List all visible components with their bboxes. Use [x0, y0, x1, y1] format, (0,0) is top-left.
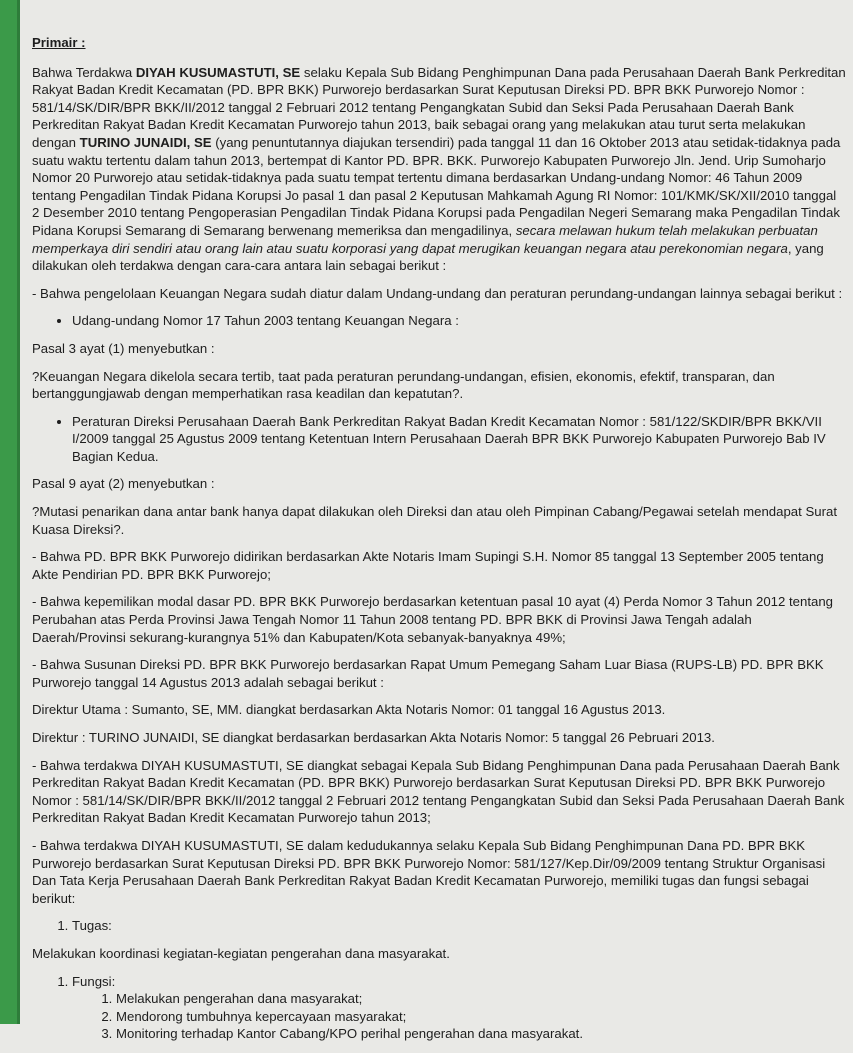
section-heading: Primair : [32, 35, 86, 50]
tugas-text: Melakukan koordinasi kegiatan-kegiatan pengerahan dana masyarakat. [32, 945, 450, 961]
bullet-item-uu-17: • Udang-undang Nomor 17 Tahun 2003 tentang Keuangan Negara : [72, 312, 846, 330]
paragraph-direktur: Direktur : TURINO JUNAIDI, SE diangkat berdasarkan berdasarkan Akta Notaris Nomor: 5 tanggal 26 Pebruari 2013. [32, 730, 715, 745]
left-green-bar [0, 0, 17, 1024]
intro-text-1: Bahwa Terdakwa [32, 64, 136, 80]
bullet-item-peraturan-direksi: • Peraturan Direksi Perusahaan Daerah Bank Perkreditan Rakyat Badan Kredit Kecamatan Nomor : 581/122/SKDIR/BPR BKK/VII I/2009 tanggal 25 Agustus 2009 tentang Ketentuan Intern Perusahaan Daerah BPR BKK Purworejo Kabupaten Purworejo Bab IV Bagian Kedua. [72, 413, 846, 466]
fungsi-list [32, 973, 846, 1043]
paragraph-pasal-9: Pasal 9 ayat (2) menyebutkan : [32, 476, 215, 492]
fungsi-subitem: 2. Mendorong tumbuhnya kepercayaan masyarakat; [116, 1008, 846, 1026]
intro-italic: secara melawan hukum telah melakukan perbuatan memperkaya diri sendiri atau orang lain atau suatu korporasi yang dapat merugikan keuangan negara atau perekonomian negara [32, 222, 818, 256]
defendant-name: DIYAH KUSUMASTUTI, SE [135, 64, 301, 80]
intro-text-2: selaku Kepala Sub Bidang Penghimpunan Dana pada Perusahaan Daerah Bank Perkreditan Rakyat Badan Kredit Kecamatan (PD. BPR BKK) Purworejo berdasarkan Surat Keputusan Direksi PD. BPR BKK Purworejo Nomor : 581/14/SK/DIR/BPR BKK/II/2012 tanggal 2 Februari 2012 tentang Pengangkatan Subid dan Seksi Pada Perusahaan Daerah Bank Perkreditan Rakyat Badan Kredit Kecamatan Purworejo tahun 2013, baik sebagai orang yang melakukan atau turut serta melakukan dengan [32, 64, 846, 150]
paragraph-akte-pendirian: - Bahwa PD. BPR BKK Purworejo didirikan berdasarkan Akte Notaris Imam Supingi S.H. Nomor 85 tanggal 13 September 2005 tentang Akte Pendirian PD. BPR BKK Purworejo; [32, 549, 824, 582]
bullet-list-1 [32, 312, 846, 330]
paragraph-tugas-fungsi: - Bahwa terdakwa DIYAH KUSUMASTUTI, SE dalam kedudukannya selaku Kepala Sub Bidang Penghimpunan Dana PD. BPR BKK Purworejo berdasarkan Surat Keputusan Direksi PD. BPR BKK Purworejo Nomor: 581/127/Kep.Dir/09/2009 tentang Struktur Organisasi Dan Tata Kerja Perusahaan Daerah Bank Perkreditan Rakyat Badan Kredit Kecamatan Purworejo, memiliki tugas dan fungsi sebagai berikut: [32, 837, 826, 906]
paragraph-modal-dasar: - Bahwa kepemilikan modal dasar PD. BPR BKK Purworejo berdasarkan ketentuan pasal 10 ayat (4) Perda Nomor 3 Tahun 2012 tentang Perubahan atas Perda Provinsi Jawa Tengah Nomor 11 Tahun 2008 tentang PD. BPR BKK di Provinsi Jawa Tengah adalah Daerah/Provinsi sekurang-kurangnya 51% dan Kabupaten/Kota sebanyak-banyaknya 49%; [32, 594, 833, 645]
paragraph-pengangkatan: - Bahwa terdakwa DIYAH KUSUMASTUTI, SE diangkat sebagai Kepala Sub Bidang Penghimpunan Dana pada Perusahaan Daerah Bank Perkreditan Rakyat Badan Kredit Kecamatan (PD. BPR BKK) Purworejo berdasarkan Surat Keputusan Direksi PD. BPR BKK Purworejo Nomor : 581/14/SK/DIR/BPR BKK/II/2012 tanggal 2 Februari 2012 tentang Pengangkatan Subid dan Seksi Pada Perusahaan Daerah Bank Perkreditan Rakyat Badan Kredit Kecamatan Purworejo tahun 2013; [32, 757, 845, 826]
bullet-list-2 [32, 413, 846, 466]
document-body [32, 34, 846, 1053]
fungsi-subitem: 3. Monitoring terhadap Kantor Cabang/KPO perihal pengerahan dana masyarakat. [116, 1025, 846, 1043]
paragraph-susunan-direksi: - Bahwa Susunan Direksi PD. BPR BKK Purworejo berdasarkan Rapat Umum Pemegang Saham Luar Biasa (RUPS-LB) PD. BPR BKK Purworejo tanggal 14 Agustus 2013 adalah sebagai berikut : [32, 657, 824, 690]
paragraph-direktur-utama: Direktur Utama : Sumanto, SE, MM. diangkat berdasarkan Akta Notaris Nomor: 01 tanggal 16 Agustus 2013. [32, 702, 666, 718]
fungsi-sublist [72, 990, 846, 1043]
fungsi-label: Fungsi: [72, 973, 116, 989]
fungsi-item [72, 973, 846, 1043]
tugas-label: 1. Tugas: [72, 917, 846, 935]
tugas-list [32, 917, 846, 935]
paragraph-pasal-3: Pasal 3 ayat (1) menyebutkan : [32, 340, 215, 356]
co-defendant-name: TURINO JUNAIDI, SE [79, 134, 212, 150]
paragraph-keuangan-negara: - Bahwa pengelolaan Keuangan Negara sudah diatur dalam Undang-undang dan peraturan perundang-undangan lainnya sebagai berikut : [32, 285, 843, 301]
quote-pasal-9: ?Mutasi penarikan dana antar bank hanya dapat dilakukan oleh Direksi dan atau oleh Pimpinan Cabang/Pegawai setelah mendapat Surat Kuasa Direksi?. [32, 504, 837, 537]
intro-text-4: , yang dilakukan oleh terdakwa dengan cara-cara antara lain sebagai berikut : [32, 240, 824, 274]
intro-paragraph [32, 64, 846, 275]
intro-text-3: (yang penuntutannya diajukan tersendiri) pada tanggal 11 dan 16 Oktober 2013 atau setidak-tidaknya pada suatu waktu tertentu dalam tahun 2013, bertempat di Kantor PD. BPR. BKK. Purworejo Kabupaten Purworejo Jln. Jend. Urip Sumoharjo Nomor 20 Purworejo atau setidak-tidaknya pada suatu tempat tertentu dimana berdasarkan Undang-undang Nomor: 46 Tahun 2009 tentang Pengadilan Tindak Pidana Korupsi Jo pasal 1 dan pasal 2 Keputusan Mahkamah Agung RI Nomor: 101/KMK/SK/XII/2010 tanggal 2 Desember 2010 tentang Pengoperasian Pengadilan Tindak Pidana Korupsi pada Pengadilan Negeri Semarang maka Pengadilan Tindak Pidana Korupsi Semarang di Semarang berwenang memeriksa dan mengadilinya, [32, 134, 841, 238]
quote-pasal-3: ?Keuangan Negara dikelola secara tertib, taat pada peraturan perundang-undangan, efisien, ekonomis, efektif, transparan, dan bertanggungjawab dengan memperhatikan rasa keadilan dan kepatutan?. [32, 368, 775, 402]
fungsi-subitem: 1. Melakukan pengerahan dana masyarakat; [116, 990, 846, 1008]
left-green-bar-edge [17, 0, 20, 1024]
